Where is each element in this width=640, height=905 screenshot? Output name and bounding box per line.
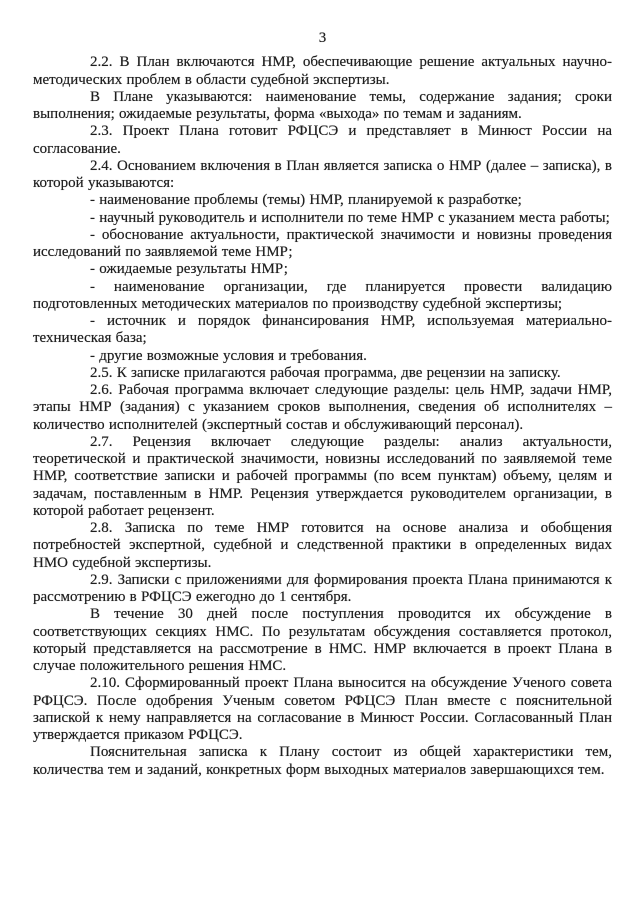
paragraph: 2.10. Сформированный проект Плана выносится на обсуждение Ученого совета РФЦСЭ. После одобрения Ученым советом РФЦСЭ План вместе с пояснительной запиской к нему направляется на согласование в Минюст России. Согласованный План утверждается приказом РФЦСЭ. [33, 675, 612, 743]
paragraph: 2.8. Записка по теме НМР готовится на основе анализа и обобщения потребностей экспертной, судебной и следственной практики в определенных видах НМО судебной экспертизы. [33, 520, 612, 571]
paragraph: 2.6. Рабочая программа включает следующие разделы: цель НМР, задачи НМР, этапы НМР (задания) с указанием сроков выполнения, сведения об исполнителях – количество исполнителей (экспертный состав и обслуживающий персонал). [33, 382, 612, 433]
paragraph: Пояснительная записка к Плану состоит из общей характеристики тем, количества тем и заданий, конкретных форм выходных материалов завершающихся тем. [33, 744, 612, 778]
list-item: - наименование организации, где планируется провести валидацию подготовленных методических материалов по производству судебной экспертизы; [33, 278, 612, 312]
paragraph: В Плане указываются: наименование темы, содержание задания; сроки выполнения; ожидаемые результаты, форма «выхода» по темам и заданиям. [33, 88, 612, 122]
list-item: - другие возможные условия и требования. [90, 347, 367, 364]
paragraph: 2.7. Рецензия включает следующие разделы: анализ актуальности, теоретической и практической значимости, новизны исследований по заявляемой теме НМР, соответствие записки и рабочей программы (по всем пунктам) объему, целям и задачам, поставленным в НМР. Рецензия утверждается руководителем организации, в которой работает рецензент. [33, 433, 612, 519]
paragraph: 2.9. Записки с приложениями для формирования проекта Плана принимаются к рассмотрению в РФЦСЭ ежегодно до 1 сентября. [33, 571, 612, 605]
paragraph: 2.2. В План включаются НМР, обеспечивающие решение актуальных научно-методических проблем в области судебной экспертизы. [33, 54, 612, 88]
document-body [33, 54, 612, 779]
paragraph: В течение 30 дней после поступления проводится их обсуждение в соответствующих секциях НМС. По результатам обсуждения составляется протокол, который представляется на рассмотрение в НМС. НМР включается в проект Плана в случае положительного решения НМС. [33, 606, 612, 674]
page-number: 3 [318, 30, 327, 46]
paragraph: 2.4. Основанием включения в План является записка о НМР (далее – записка), в которой указываются: [33, 157, 612, 191]
list-item: - научный руководитель и исполнители по теме НМР с указанием места работы; [90, 209, 610, 226]
paragraph: 2.5. К записке прилагаются рабочая программа, две рецензии на записку. [90, 364, 561, 381]
paragraph: 2.3. Проект Плана готовит РФЦСЭ и представляет в Минюст России на согласование. [33, 123, 612, 157]
list-item: - обоснование актуальности, практической значимости и новизны проведения исследований по заявляемой теме НМР; [33, 226, 612, 260]
list-item: - источник и порядок финансирования НМР, используемая материально-техническая база; [33, 313, 612, 347]
list-item: - ожидаемые результаты НМР; [90, 261, 288, 278]
list-item: - наименование проблемы (темы) НМР, планируемой к разработке; [90, 192, 522, 209]
